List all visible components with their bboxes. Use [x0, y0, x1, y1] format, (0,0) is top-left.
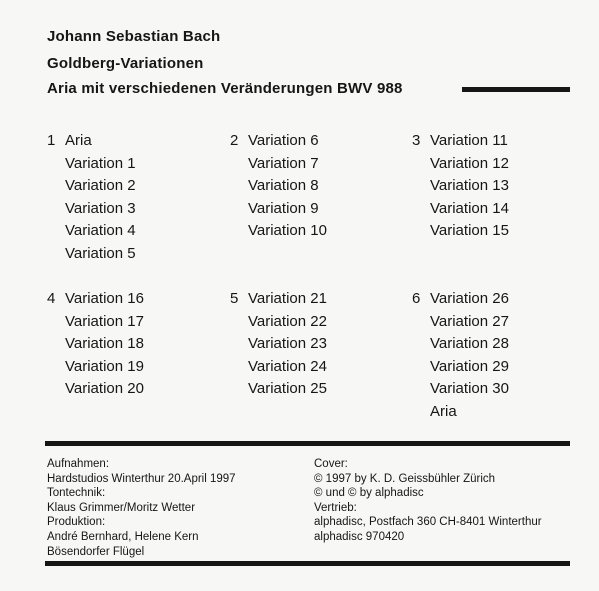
- work-subtitle: Aria mit verschiedenen Veränderungen BWV 988: [47, 80, 403, 97]
- track-label: Variation 6: [248, 132, 319, 149]
- track-label: Variation 1: [65, 154, 136, 172]
- track-label: Variation 7: [248, 154, 319, 172]
- credits-left: [47, 457, 236, 559]
- track-label: Variation 11: [430, 132, 508, 149]
- track-label: Variation 14: [430, 199, 509, 217]
- track-number: 6: [412, 290, 421, 307]
- credits-line: alphadisc, Postfach 360 CH-8401 Winterthur: [314, 516, 542, 529]
- credits-line: Produktion:: [47, 516, 106, 529]
- track-label: Variation 15: [430, 222, 509, 240]
- track-label: Variation 2: [65, 177, 136, 195]
- track-label: Variation 17: [65, 312, 144, 330]
- credits-line: Cover:: [314, 458, 348, 470]
- track-label: Aria: [430, 402, 457, 420]
- divider-top: [45, 441, 570, 446]
- track-label: Variation 3: [65, 199, 136, 217]
- track-label: Variation 18: [65, 335, 144, 353]
- track-label: Variation 22: [248, 312, 327, 330]
- track-number: 4: [47, 290, 56, 307]
- credits-line: Bösendorfer Flügel: [47, 545, 145, 558]
- track-label: Variation 23: [248, 335, 327, 353]
- credits-line: Tontechnik:: [47, 487, 106, 500]
- credits-line: Vertrieb:: [314, 501, 357, 514]
- credits-line: © 1997 by K. D. Geissbühler Zürich: [314, 472, 496, 485]
- track-label: Variation 19: [65, 357, 144, 375]
- track-label: Variation 24: [248, 357, 327, 375]
- credits-line: © und © by alphadisc: [314, 487, 424, 500]
- track-number: 1: [47, 132, 56, 149]
- credits-right: [314, 457, 542, 545]
- track-label: Variation 10: [248, 222, 327, 240]
- credits-line: Klaus Grimmer/Moritz Wetter: [47, 501, 196, 514]
- track-number: 2: [230, 132, 239, 149]
- track-label: Aria: [65, 132, 92, 149]
- track-label: Variation 26: [430, 290, 509, 307]
- title-rule: [462, 87, 570, 92]
- composer-title: Johann Sebastian Bach: [47, 28, 221, 45]
- track-label: Variation 16: [65, 290, 144, 307]
- track-label: Variation 21: [248, 290, 327, 307]
- track-label: Variation 28: [430, 335, 509, 353]
- track-label: Variation 25: [248, 380, 327, 398]
- track-label: Variation 9: [248, 199, 319, 217]
- credits-line: André Bernhard, Helene Kern: [47, 530, 199, 543]
- track-label: Variation 5: [65, 244, 136, 262]
- credits-line: Aufnahmen:: [47, 458, 110, 470]
- track-label: Variation 13: [430, 177, 509, 195]
- track-number: 3: [412, 132, 421, 149]
- work-title: Goldberg-Variationen: [47, 55, 204, 72]
- track-label: Variation 30: [430, 380, 509, 398]
- track-number: 5: [230, 290, 239, 307]
- credits-line: alphadisc 970420: [314, 530, 405, 543]
- credits-line: Hardstudios Winterthur 20.April 1997: [47, 472, 236, 485]
- divider-bottom: [45, 561, 570, 566]
- track-label: Variation 12: [430, 154, 509, 172]
- track-label: Variation 29: [430, 357, 509, 375]
- track-label: Variation 8: [248, 177, 319, 195]
- track-label: Variation 20: [65, 380, 144, 398]
- track-label: Variation 27: [430, 312, 509, 330]
- track-label: Variation 4: [65, 222, 136, 240]
